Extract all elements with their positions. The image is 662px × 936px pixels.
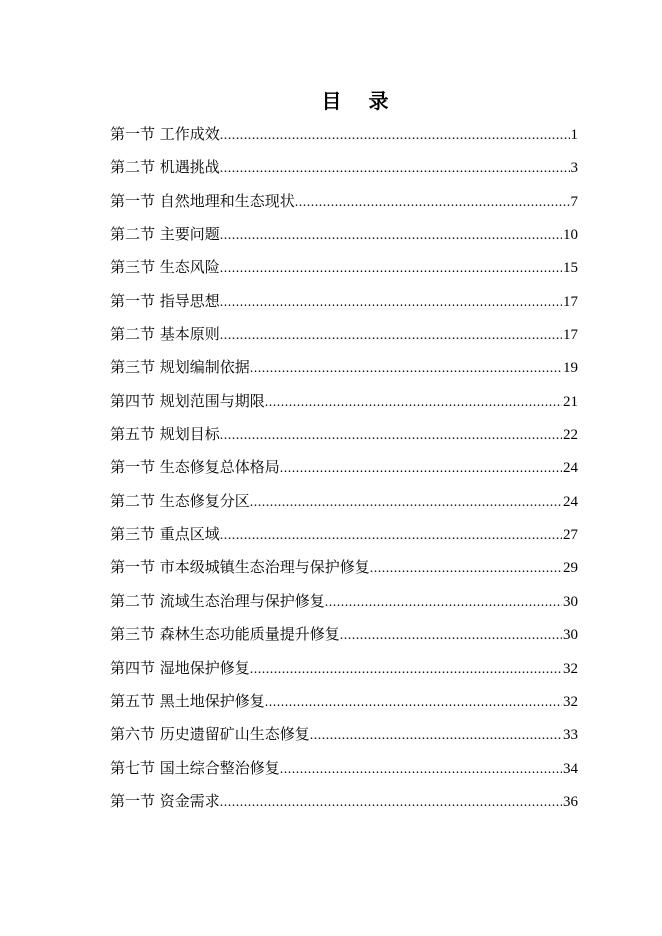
toc-entry[interactable] <box>110 589 578 622</box>
toc-entry-page-number: 34 <box>563 760 578 777</box>
toc-entry[interactable] <box>110 622 578 655</box>
toc-entry-page-number: 32 <box>563 660 578 677</box>
toc-entry-label: 第五节 黑土地保护修复 <box>110 691 265 710</box>
toc-entry-label: 第四节 湿地保护修复 <box>110 658 250 677</box>
toc-title: 目 录 <box>321 89 399 113</box>
toc-entry[interactable] <box>110 689 578 722</box>
toc-leader-dots <box>220 257 562 281</box>
toc-entry-label: 第一节 自然地理和生态现状 <box>110 191 295 210</box>
toc-entry-label: 第一节 市本级城镇生态治理与保护修复 <box>110 558 370 577</box>
toc-leader-dots <box>220 424 562 448</box>
toc-entry-page-number: 22 <box>563 427 578 444</box>
toc-entry-page-number: 21 <box>563 393 578 410</box>
toc-entry-label: 第二节 基本原则 <box>110 325 220 344</box>
toc-leader-dots <box>325 591 562 615</box>
toc-entry-page-number: 17 <box>563 327 578 344</box>
toc-entry-label: 第七节 国土综合整治修复 <box>110 758 280 777</box>
toc-entry-page-number: 3 <box>570 160 578 177</box>
toc-entry[interactable] <box>110 189 578 222</box>
toc-entry-label: 第二节 机遇挑战 <box>110 158 220 177</box>
toc-entry-label: 第三节 重点区域 <box>110 525 220 544</box>
toc-entry-page-number: 24 <box>563 460 578 477</box>
toc-leader-dots <box>220 524 562 548</box>
toc-entry-label: 第五节 规划目标 <box>110 425 220 444</box>
toc-entry[interactable] <box>110 222 578 255</box>
toc-entry-page-number: 33 <box>563 727 578 744</box>
toc-entry-label: 第三节 规划编制依据 <box>110 358 250 377</box>
toc-list <box>110 122 578 822</box>
toc-leader-dots <box>265 691 562 715</box>
toc-entry-page-number: 36 <box>563 793 578 810</box>
toc-entry[interactable] <box>110 722 578 755</box>
toc-entry-label: 第三节 生态风险 <box>110 258 220 277</box>
toc-entry-label: 第一节 资金需求 <box>110 791 220 810</box>
toc-entry-page-number: 17 <box>563 293 578 310</box>
toc-leader-dots <box>295 191 570 215</box>
toc-leader-dots <box>220 291 562 315</box>
toc-entry-page-number: 27 <box>563 527 578 544</box>
toc-entry-page-number: 1 <box>570 127 578 143</box>
toc-entry-label: 第一节 指导思想 <box>110 291 220 310</box>
toc-leader-dots <box>250 658 562 682</box>
toc-leader-dots <box>340 624 562 648</box>
toc-leader-dots <box>370 557 562 581</box>
toc-entry-page-number: 30 <box>563 627 578 644</box>
toc-entry-label: 第六节 历史遗留矿山生态修复 <box>110 725 310 744</box>
toc-entry-label: 第二节 生态修复分区 <box>110 491 250 510</box>
toc-entry-page-number: 7 <box>570 193 578 210</box>
toc-leader-dots <box>250 357 562 381</box>
toc-entry[interactable] <box>110 155 578 188</box>
toc-leader-dots <box>265 391 562 415</box>
toc-entry-page-number: 15 <box>563 260 578 277</box>
toc-leader-dots <box>220 124 570 148</box>
toc-entry[interactable] <box>110 522 578 555</box>
toc-entry[interactable] <box>110 122 578 155</box>
toc-entry[interactable] <box>110 355 578 388</box>
toc-entry[interactable] <box>110 656 578 689</box>
toc-leader-dots <box>220 324 562 348</box>
toc-leader-dots <box>280 457 562 481</box>
toc-leader-dots <box>250 491 562 515</box>
toc-leader-dots <box>220 791 562 815</box>
toc-entry-label: 第一节 生态修复总体格局 <box>110 458 280 477</box>
toc-entry[interactable] <box>110 255 578 288</box>
toc-entry-label: 第二节 主要问题 <box>110 225 220 244</box>
toc-entry-label: 第三节 森林生态功能质量提升修复 <box>110 625 340 644</box>
toc-entry-page-number: 30 <box>563 593 578 610</box>
toc-leader-dots <box>280 758 562 782</box>
toc-entry[interactable] <box>110 455 578 488</box>
toc-entry-page-number: 10 <box>563 227 578 244</box>
toc-entry-page-number: 19 <box>563 360 578 377</box>
toc-entry[interactable] <box>110 289 578 322</box>
toc-entry[interactable] <box>110 489 578 522</box>
toc-leader-dots <box>220 224 562 248</box>
toc-entry[interactable] <box>110 389 578 422</box>
toc-entry-label: 第一节 工作成效 <box>110 125 220 143</box>
toc-leader-dots <box>220 157 570 181</box>
toc-entry[interactable] <box>110 756 578 789</box>
toc-leader-dots <box>310 724 562 748</box>
toc-entry-label: 第二节 流域生态治理与保护修复 <box>110 591 325 610</box>
toc-entry[interactable] <box>110 422 578 455</box>
toc-entry-label: 第四节 规划范围与期限 <box>110 391 265 410</box>
toc-entry-page-number: 32 <box>563 693 578 710</box>
toc-entry-page-number: 24 <box>563 493 578 510</box>
toc-entry[interactable] <box>110 789 578 822</box>
toc-entry-page-number: 29 <box>563 560 578 577</box>
toc-entry[interactable] <box>110 555 578 588</box>
toc-entry[interactable] <box>110 322 578 355</box>
